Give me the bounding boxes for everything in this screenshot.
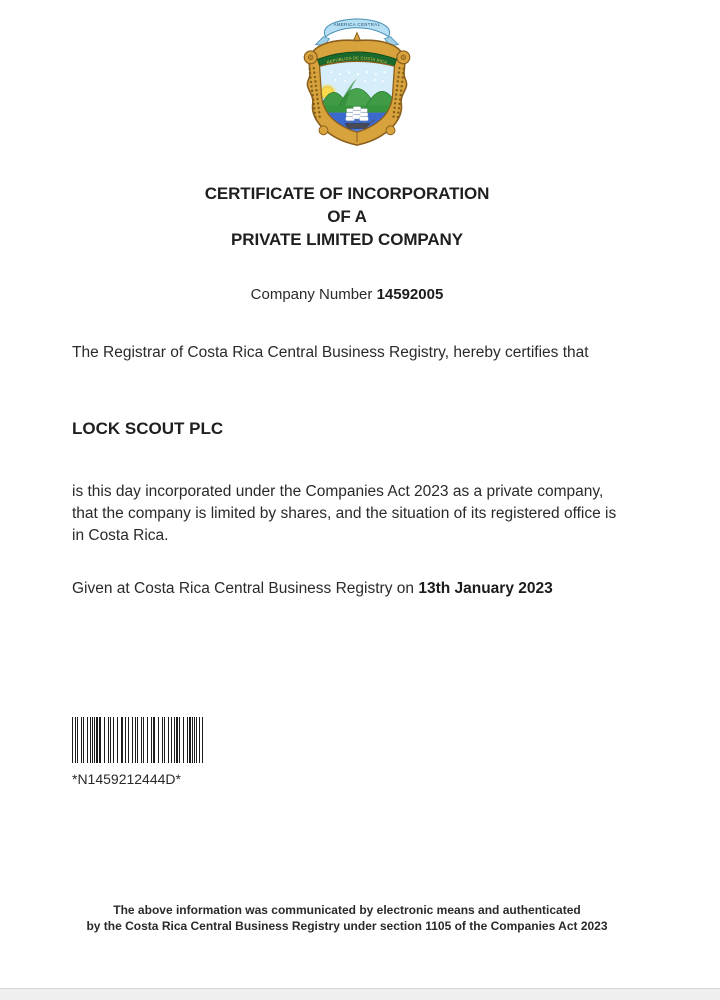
title-line-1: CERTIFICATE OF INCORPORATION xyxy=(204,184,490,203)
company-number-value: 14592005 xyxy=(376,286,444,303)
company-name: LOCK SCOUT PLC xyxy=(72,419,224,438)
footer-line-1: The above information was communicated by electronic means and authenticated xyxy=(113,903,581,917)
barcode-label: *N1459212444D* xyxy=(72,771,181,787)
barcode xyxy=(72,717,336,763)
certificate-title xyxy=(72,182,622,251)
footer-note xyxy=(60,902,634,934)
given-at-line xyxy=(72,578,618,600)
title-line-2: OF A xyxy=(327,207,367,226)
page-bottom-edge xyxy=(0,988,720,1000)
costa-rica-coat-of-arms-icon xyxy=(288,12,426,154)
emblem-banner-text: REPUBLICA DE COSTA RICA xyxy=(326,55,388,65)
company-number-line xyxy=(72,286,622,303)
given-at-date: 13th January 2023 xyxy=(418,580,553,597)
emblem-top-ribbon-text: AMERICA CENTRAL xyxy=(333,22,381,28)
footer-line-2: by the Costa Rica Central Business Registry under section 1105 of the Companies Act 2023 xyxy=(86,919,608,933)
incorporation-statement: is this day incorporated under the Companies Act 2023 as a private company, that the company is limited by shares, and the situation of its registered office is in Costa Rica. xyxy=(72,483,617,544)
title-line-3: PRIVATE LIMITED COMPANY xyxy=(231,230,463,249)
given-at-prefix: Given at Costa Rica Central Business Registry on xyxy=(72,580,415,597)
company-number-label: Company Number xyxy=(250,286,373,303)
registrar-statement: The Registrar of Costa Rica Central Business Registry, hereby certifies that xyxy=(72,344,589,361)
